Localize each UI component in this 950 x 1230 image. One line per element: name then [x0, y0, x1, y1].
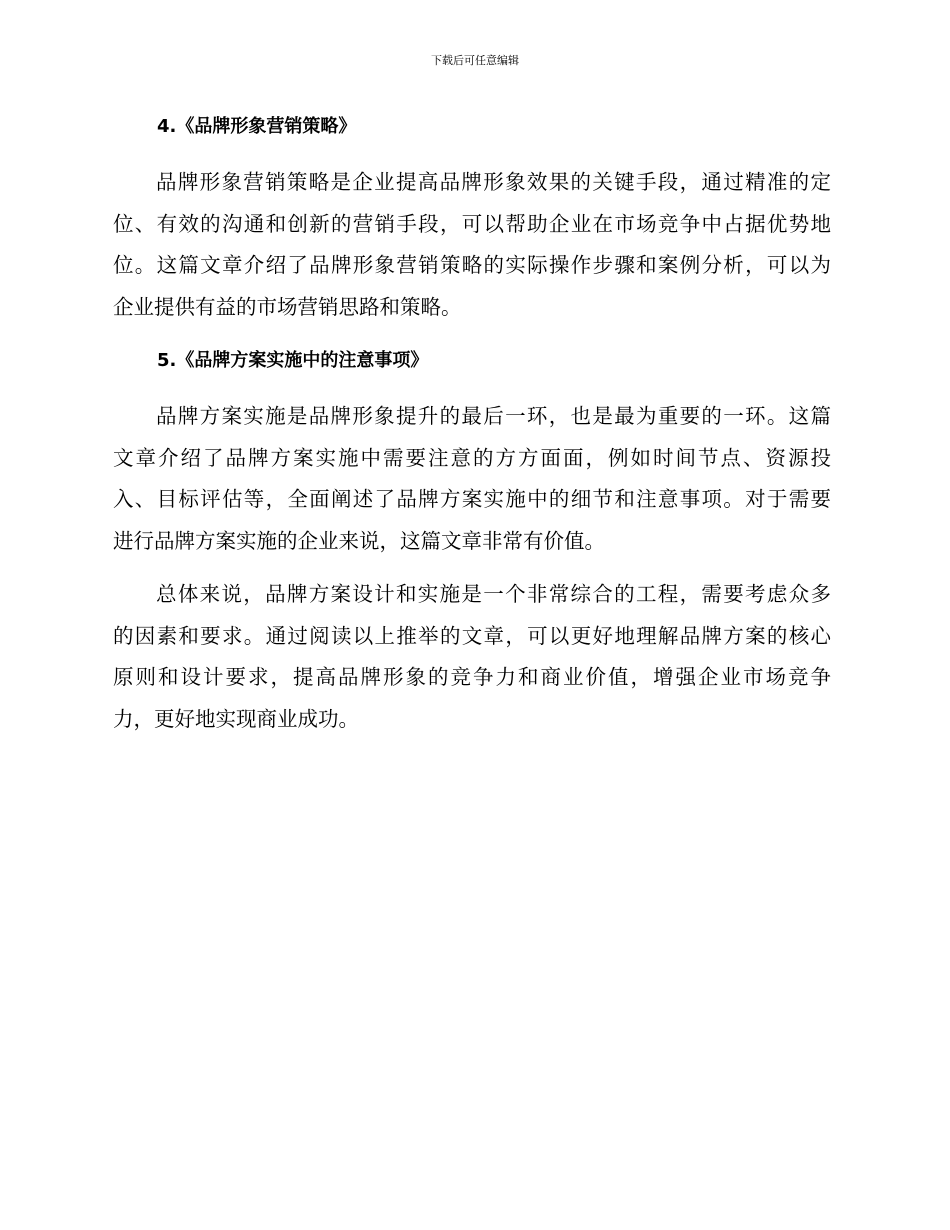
paragraph-line: 的因素和要求。通过阅读以上推举的文章，可以更好地理解品牌方案的核心 [113, 623, 831, 648]
section-heading-5: 5.《品牌方案实施中的注意事项》 [157, 350, 429, 371]
paragraph-line: 位。这篇文章介绍了品牌形象营销策略的实际操作步骤和案例分析，可以为 [113, 253, 831, 277]
paragraph-line: 品牌形象营销策略是企业提高品牌形象效果的关键手段，通过精准的定 [156, 170, 831, 194]
paragraph-line: 品牌方案实施是品牌形象提升的最后一环，也是最为重要的一环。这篇 [156, 404, 831, 428]
paragraph-line: 企业提供有益的市场营销思路和策略。 [113, 294, 462, 319]
section-heading-4: 4.《品牌形象营销策略》 [157, 116, 357, 137]
page-header: 下载后可任意编辑 [431, 54, 519, 67]
paragraph-line: 原则和设计要求，提高品牌形象的竞争力和商业价值，增强企业市场竞争 [113, 665, 831, 689]
conclusion-paragraph [113, 574, 831, 740]
section-4-paragraph [113, 162, 831, 328]
paragraph-line: 位、有效的沟通和创新的营销手段，可以帮助企业在市场竞争中占据优势地 [113, 211, 831, 236]
section-5-paragraph [113, 396, 831, 562]
paragraph-line: 进行品牌方案实施的企业来说，这篇文章非常有价值。 [113, 528, 605, 553]
paragraph-line: 力，更好地实现商业成功。 [113, 706, 359, 731]
document-body [113, 108, 831, 740]
paragraph-line: 文章介绍了品牌方案实施中需要注意的方方面面，例如时间节点、资源投 [113, 445, 831, 470]
paragraph-line: 总体来说，品牌方案设计和实施是一个非常综合的工程，需要考虑众多 [156, 582, 831, 606]
paragraph-line: 入、目标评估等，全面阐述了品牌方案实施中的细节和注意事项。对于需要 [113, 487, 831, 511]
